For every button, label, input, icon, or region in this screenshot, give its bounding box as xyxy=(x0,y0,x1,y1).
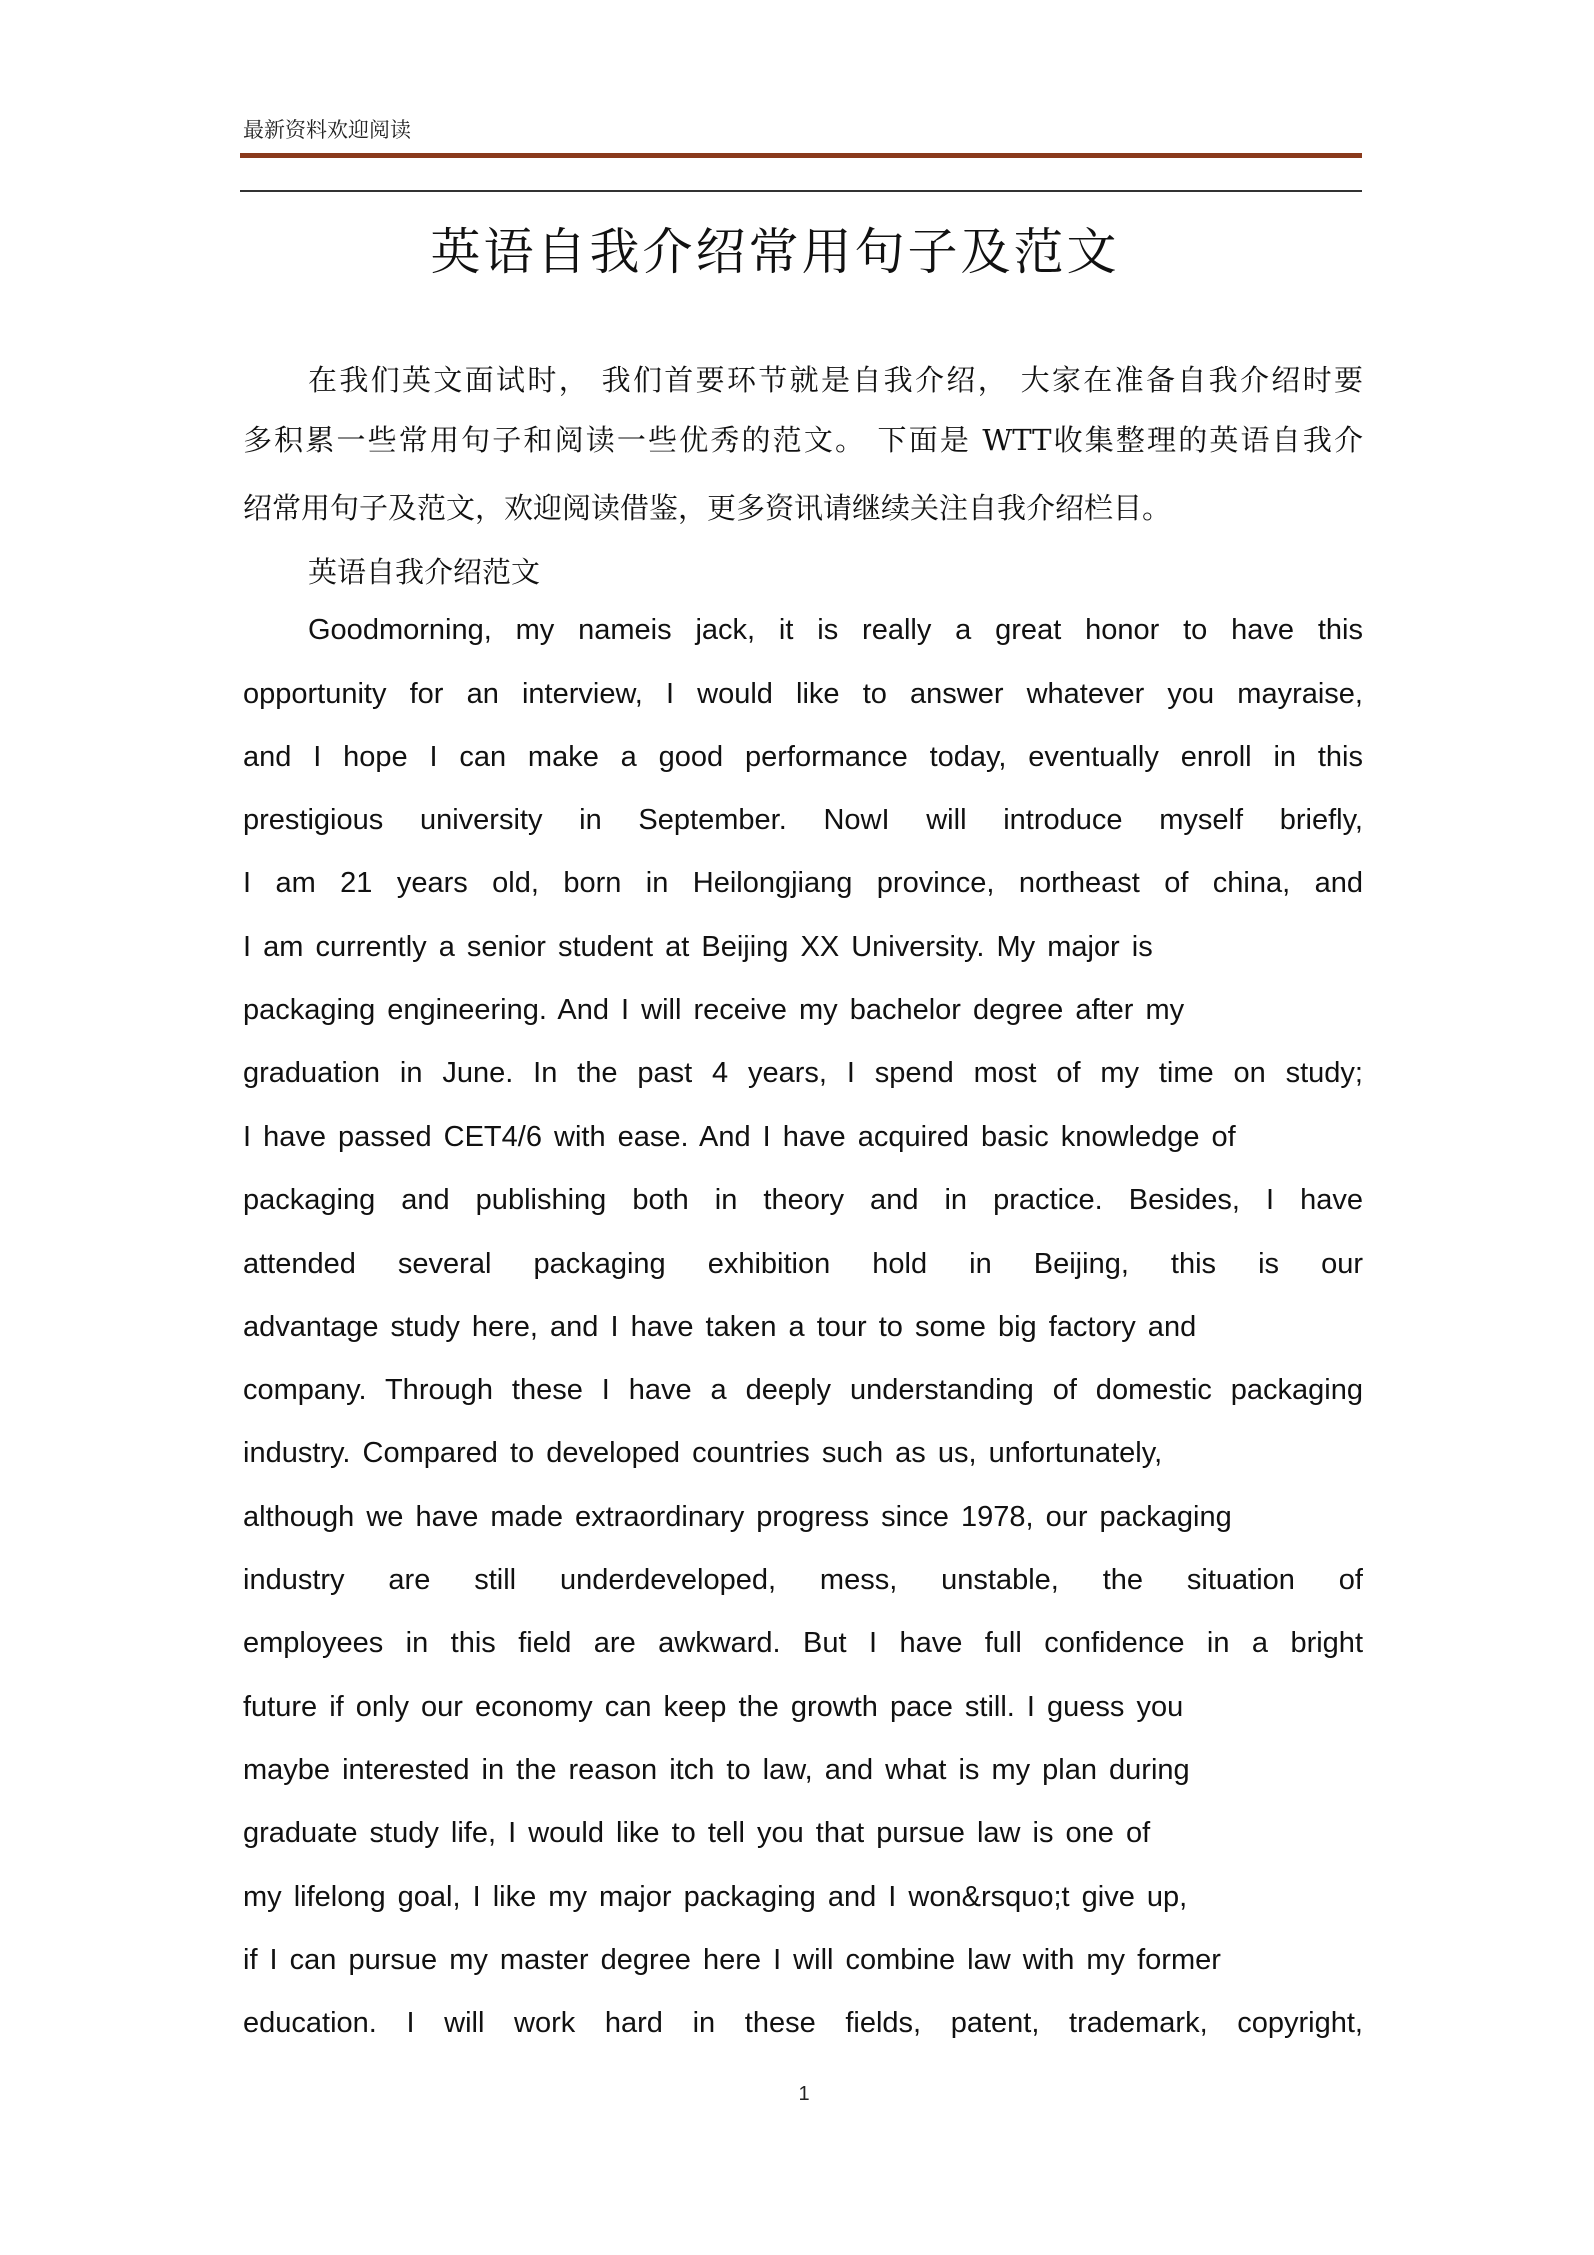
body-line-12: advantage study here, and I have taken a tour to some big factory and xyxy=(243,1311,1197,1343)
intro-line-3: 绍常用句子及范文，欢迎阅读借鉴，更多资讯请继续关注自我介绍栏目。 xyxy=(243,491,1172,525)
body-line-23: education. I will work hard in these fields, patent, trademark, copyright, xyxy=(243,2007,1363,2039)
page-number: 1 xyxy=(798,2083,810,2105)
body-line-3: and I hope I can make a good performance today, eventually enroll in this xyxy=(243,741,1363,773)
page-header: 最新资料欢迎阅读 xyxy=(243,118,411,142)
header-rule-thin xyxy=(240,190,1362,192)
body-line-7: packaging engineering. And I will receive my bachelor degree after my xyxy=(243,994,1185,1026)
header-rule-thick xyxy=(240,153,1362,158)
body-line-19: maybe interested in the reason itch to law, and what is my plan during xyxy=(243,1754,1190,1786)
body-line-20: graduate study life, I would like to tell you that pursue law is one of xyxy=(243,1817,1151,1849)
document-title: 英语自我介绍常用句子及范文 xyxy=(430,223,1120,281)
body-line-4: prestigious university in September. NowI will introduce myself briefly, xyxy=(243,804,1363,836)
body-line-18: future if only our economy can keep the growth pace still. I guess you xyxy=(243,1691,1184,1723)
body-line-11: attended several packaging exhibition hold in Beijing, this is our xyxy=(243,1248,1363,1280)
intro-line-2: 多积累一些常用句子和阅读一些优秀的范文。 下面是 WTT收集整理的英语自我介 xyxy=(243,423,1363,457)
body-line-2: opportunity for an interview, I would like to answer whatever you mayraise, xyxy=(243,678,1363,710)
body-line-22: if I can pursue my master degree here I will combine law with my former xyxy=(243,1944,1221,1976)
intro-line-1: 在我们英文面试时， 我们首要环节就是自我介绍， 大家在准备自我介绍时要 xyxy=(308,363,1363,397)
body-line-17: employees in this field are awkward. But I have full confidence in a bright xyxy=(243,1627,1363,1659)
body-line-10: packaging and publishing both in theory and in practice. Besides, I have xyxy=(243,1184,1363,1216)
body-line-6: I am currently a senior student at Beijing XX University. My major is xyxy=(243,931,1153,963)
section-heading: 英语自我介绍范文 xyxy=(308,555,541,589)
body-line-9: I have passed CET4/6 with ease. And I have acquired basic knowledge of xyxy=(243,1121,1236,1153)
body-line-8: graduation in June. In the past 4 years, I spend most of my time on study; xyxy=(243,1057,1363,1089)
body-line-21: my lifelong goal, I like my major packaging and I won&rsquo;t give up, xyxy=(243,1881,1188,1913)
body-line-13: company. Through these I have a deeply understanding of domestic packaging xyxy=(243,1374,1363,1406)
body-line-5: I am 21 years old, born in Heilongjiang province, northeast of china, and xyxy=(243,867,1363,899)
body-line-1: Goodmorning, my nameis jack, it is really a great honor to have this xyxy=(308,614,1363,646)
body-line-14: industry. Compared to developed countries such as us, unfortunately, xyxy=(243,1437,1163,1469)
body-line-16: industry are still underdeveloped, mess, unstable, the situation of xyxy=(243,1564,1363,1596)
body-line-15: although we have made extraordinary progress since 1978, our packaging xyxy=(243,1501,1232,1533)
